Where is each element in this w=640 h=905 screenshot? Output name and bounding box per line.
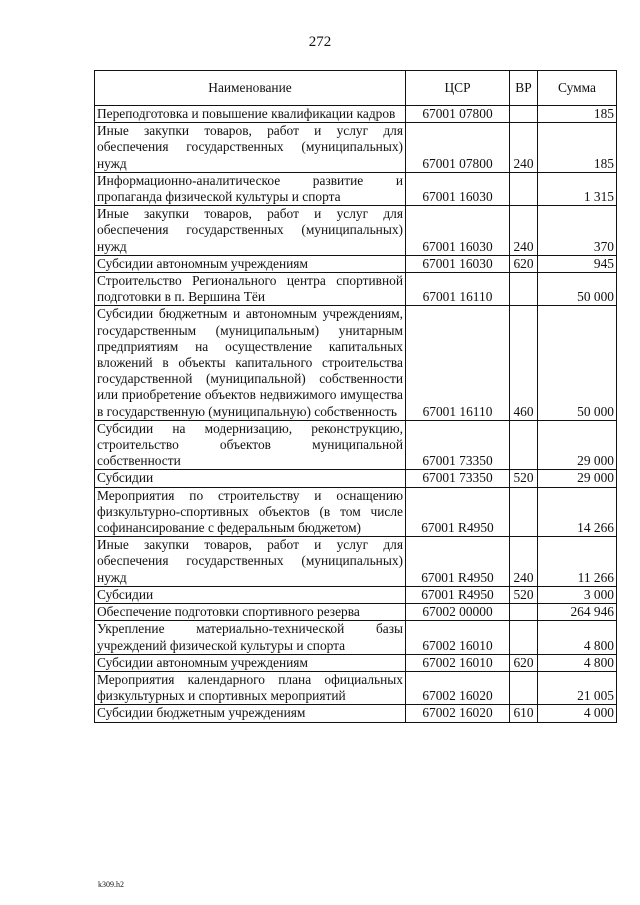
- row-vr-cell: 620: [510, 654, 538, 671]
- row-vr-cell: [510, 487, 538, 537]
- row-name-cell: Иные закупки товаров, работ и услуг для обеспечения государственных (муниципальных) нужд: [95, 537, 406, 587]
- table-row: [95, 172, 617, 205]
- table-header-row: [95, 71, 617, 106]
- row-vr-cell: 460: [510, 306, 538, 420]
- row-sum-cell: 4 800: [538, 621, 617, 654]
- row-sum-cell: 14 266: [538, 487, 617, 537]
- table-row: [95, 671, 617, 704]
- row-csr-cell: 67001 16030: [406, 255, 510, 272]
- table-row: [95, 470, 617, 487]
- row-csr-cell: 67002 16010: [406, 621, 510, 654]
- row-csr-cell: 67002 16020: [406, 705, 510, 722]
- row-sum-cell: 1 315: [538, 172, 617, 205]
- row-csr-cell: 67001 R4950: [406, 537, 510, 587]
- footer-code: k309.h2: [98, 880, 124, 889]
- row-sum-cell: 264 946: [538, 604, 617, 621]
- row-name-cell: Переподготовка и повышение квалификации кадров: [95, 106, 406, 123]
- row-sum-cell: 21 005: [538, 671, 617, 704]
- table-row: [95, 273, 617, 306]
- row-vr-cell: 240: [510, 537, 538, 587]
- row-sum-cell: 29 000: [538, 470, 617, 487]
- row-sum-cell: 185: [538, 123, 617, 173]
- row-csr-cell: 67002 16010: [406, 654, 510, 671]
- row-sum-cell: 945: [538, 255, 617, 272]
- table-row: [95, 654, 617, 671]
- table-row: [95, 604, 617, 621]
- row-vr-cell: [510, 106, 538, 123]
- table-row: [95, 420, 617, 470]
- row-name-cell: Субсидии бюджетным и автономным учреждениям, государственным (муниципальным) унитарным предприятиям на осуществление капитальных вложений в объекты капитального строительства государственной (муниципальной) собственности или приобретение объектов недвижимого имущества в государственную (муниципальную) собственность: [95, 306, 406, 420]
- row-sum-cell: 185: [538, 106, 617, 123]
- header-csr: ЦСР: [406, 71, 510, 106]
- row-vr-cell: 520: [510, 470, 538, 487]
- row-name-cell: Субсидии автономным учреждениям: [95, 654, 406, 671]
- row-vr-cell: [510, 604, 538, 621]
- row-name-cell: Иные закупки товаров, работ и услуг для обеспечения государственных (муниципальных) нужд: [95, 206, 406, 256]
- row-vr-cell: [510, 172, 538, 205]
- row-name-cell: Субсидии на модернизацию, реконструкцию, строительство объектов муниципальной собственности: [95, 420, 406, 470]
- row-sum-cell: 50 000: [538, 306, 617, 420]
- row-name-cell: Мероприятия календарного плана официальных физкультурных и спортивных мероприятий: [95, 671, 406, 704]
- row-vr-cell: [510, 273, 538, 306]
- row-sum-cell: 29 000: [538, 420, 617, 470]
- row-vr-cell: [510, 671, 538, 704]
- row-name-cell: Субсидии: [95, 586, 406, 603]
- row-vr-cell: 240: [510, 206, 538, 256]
- row-name-cell: Укрепление материально-технической базы учреждений физической культуры и спорта: [95, 621, 406, 654]
- table-row: [95, 621, 617, 654]
- table-row: [95, 306, 617, 420]
- table-row: [95, 123, 617, 173]
- row-sum-cell: 50 000: [538, 273, 617, 306]
- row-sum-cell: 370: [538, 206, 617, 256]
- table-body: [95, 106, 617, 723]
- row-csr-cell: 67001 73350: [406, 420, 510, 470]
- row-csr-cell: 67001 73350: [406, 470, 510, 487]
- row-vr-cell: 620: [510, 255, 538, 272]
- row-name-cell: Субсидии: [95, 470, 406, 487]
- table-row: [95, 705, 617, 722]
- header-vr: ВР: [510, 71, 538, 106]
- row-sum-cell: 3 000: [538, 586, 617, 603]
- header-name: Наименование: [95, 71, 406, 106]
- row-sum-cell: 4 000: [538, 705, 617, 722]
- row-vr-cell: 520: [510, 586, 538, 603]
- row-csr-cell: 67001 16110: [406, 306, 510, 420]
- table-row: [95, 537, 617, 587]
- row-csr-cell: 67001 16110: [406, 273, 510, 306]
- table-row: [95, 586, 617, 603]
- row-name-cell: Строительство Регионального центра спортивной подготовки в п. Вершина Тёи: [95, 273, 406, 306]
- row-csr-cell: 67001 R4950: [406, 487, 510, 537]
- row-csr-cell: 67001 07800: [406, 123, 510, 173]
- row-csr-cell: 67001 R4950: [406, 586, 510, 603]
- row-name-cell: Субсидии автономным учреждениям: [95, 255, 406, 272]
- row-sum-cell: 4 800: [538, 654, 617, 671]
- budget-table: [94, 70, 617, 723]
- row-csr-cell: 67002 00000: [406, 604, 510, 621]
- row-csr-cell: 67001 16030: [406, 206, 510, 256]
- page-number: 272: [308, 34, 332, 50]
- row-vr-cell: 610: [510, 705, 538, 722]
- table-row: [95, 255, 617, 272]
- row-sum-cell: 11 266: [538, 537, 617, 587]
- row-name-cell: Информационно-аналитическое развитие и пропаганда физической культуры и спорта: [95, 172, 406, 205]
- table-row: [95, 206, 617, 256]
- row-csr-cell: 67001 16030: [406, 172, 510, 205]
- row-name-cell: Субсидии бюджетным учреждениям: [95, 705, 406, 722]
- row-csr-cell: 67002 16020: [406, 671, 510, 704]
- row-vr-cell: [510, 621, 538, 654]
- row-name-cell: Иные закупки товаров, работ и услуг для обеспечения государственных (муниципальных) нужд: [95, 123, 406, 173]
- row-name-cell: Мероприятия по строительству и оснащению физкультурно-спортивных объектов (в том числе софинансирование с федеральным бюджетом): [95, 487, 406, 537]
- row-csr-cell: 67001 07800: [406, 106, 510, 123]
- row-vr-cell: [510, 420, 538, 470]
- table-row: [95, 487, 617, 537]
- row-name-cell: Обеспечение подготовки спортивного резерва: [95, 604, 406, 621]
- row-vr-cell: 240: [510, 123, 538, 173]
- table-row: [95, 106, 617, 123]
- header-sum: Сумма: [538, 71, 617, 106]
